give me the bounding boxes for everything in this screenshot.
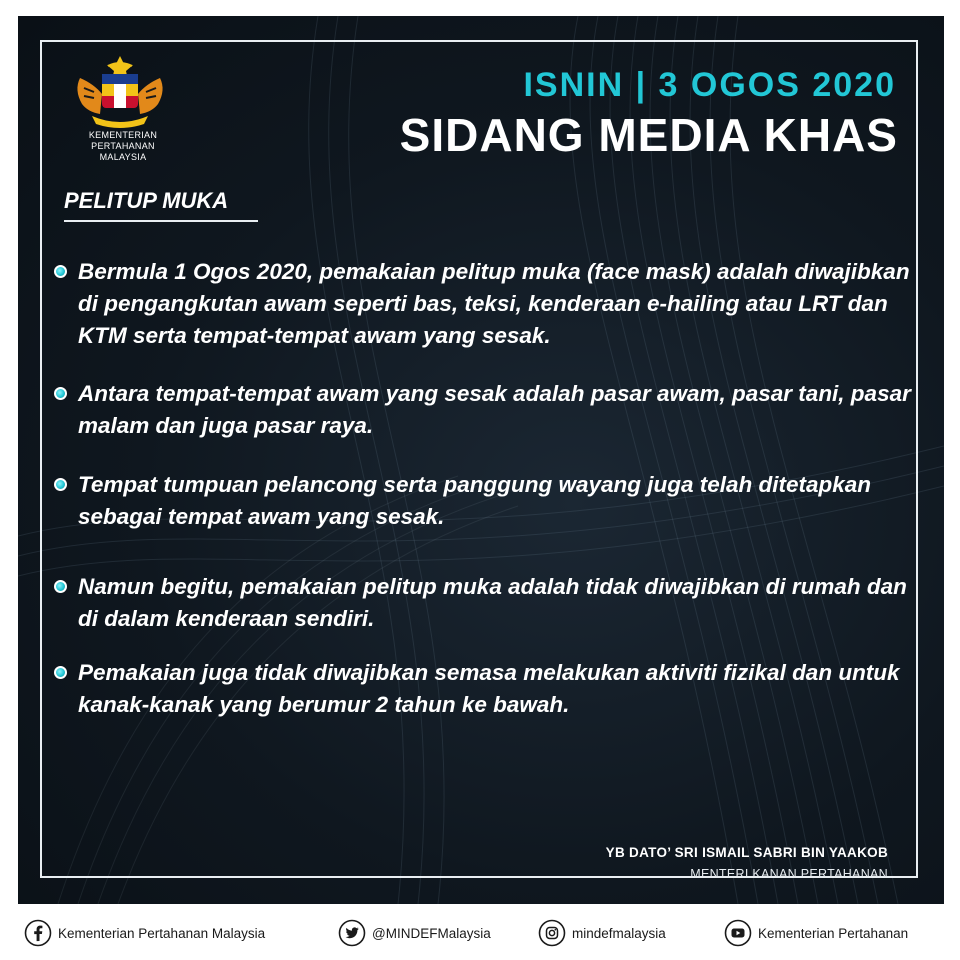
list-item: Namun begitu, pemakaian pelitup muka adalah tidak diwajibkan di rumah dan di dalam kenderaan sendiri. — [54, 571, 914, 635]
twitter-icon — [338, 919, 366, 947]
youtube-icon — [724, 919, 752, 947]
bullet-icon — [54, 387, 67, 400]
list-item: Pemakaian juga tidak diwajibkan semasa melakukan aktiviti fizikal dan untuk kanak-kanak yang berumur 2 tahun ke bawah. — [54, 657, 914, 721]
instagram-link[interactable]: mindefmalaysia — [538, 919, 666, 947]
social-footer — [0, 904, 960, 960]
bullet-icon — [54, 265, 67, 278]
bullet-icon — [54, 666, 67, 679]
minister-title: MENTERI KANAN PERTAHANAN — [690, 867, 888, 881]
facebook-icon — [24, 919, 52, 947]
instagram-icon — [538, 919, 566, 947]
date-line: ISNIN | 3 OGOS 2020 — [523, 66, 896, 104]
youtube-link[interactable]: Kementerian Pertahanan — [724, 919, 908, 947]
list-item: Antara tempat-tempat awam yang sesak adalah pasar awam, pasar tani, pasar malam dan juga pasar raya. — [54, 378, 914, 442]
facebook-link[interactable]: Kementerian Pertahanan Malaysia — [24, 919, 265, 947]
minister-name: YB DATO’ SRI ISMAIL SABRI BIN YAAKOB — [605, 845, 888, 860]
section-title: PELITUP MUKA — [64, 188, 258, 222]
twitter-link[interactable]: @MINDEFMalaysia — [338, 919, 491, 947]
headline: SIDANG MEDIA KHAS — [399, 109, 898, 161]
malaysia-coat-of-arms-icon — [70, 54, 170, 132]
poster — [18, 16, 944, 904]
bullet-icon — [54, 580, 67, 593]
bullet-icon — [54, 478, 67, 491]
points-list — [54, 256, 914, 721]
list-item: Tempat tumpuan pelancong serta panggung wayang juga telah ditetapkan sebagai tempat awam yang sesak. — [54, 469, 914, 533]
list-item: Bermula 1 Ogos 2020, pemakaian pelitup muka (face mask) adalah diwajibkan di pengangkutan awam seperti bas, teksi, kenderaan e-hailing atau LRT dan KTM serta tempat-tempat awam yang sesak. — [54, 256, 914, 352]
ministry-name: KEMENTERIAN PERTAHANAN MALAYSIA — [88, 130, 158, 162]
